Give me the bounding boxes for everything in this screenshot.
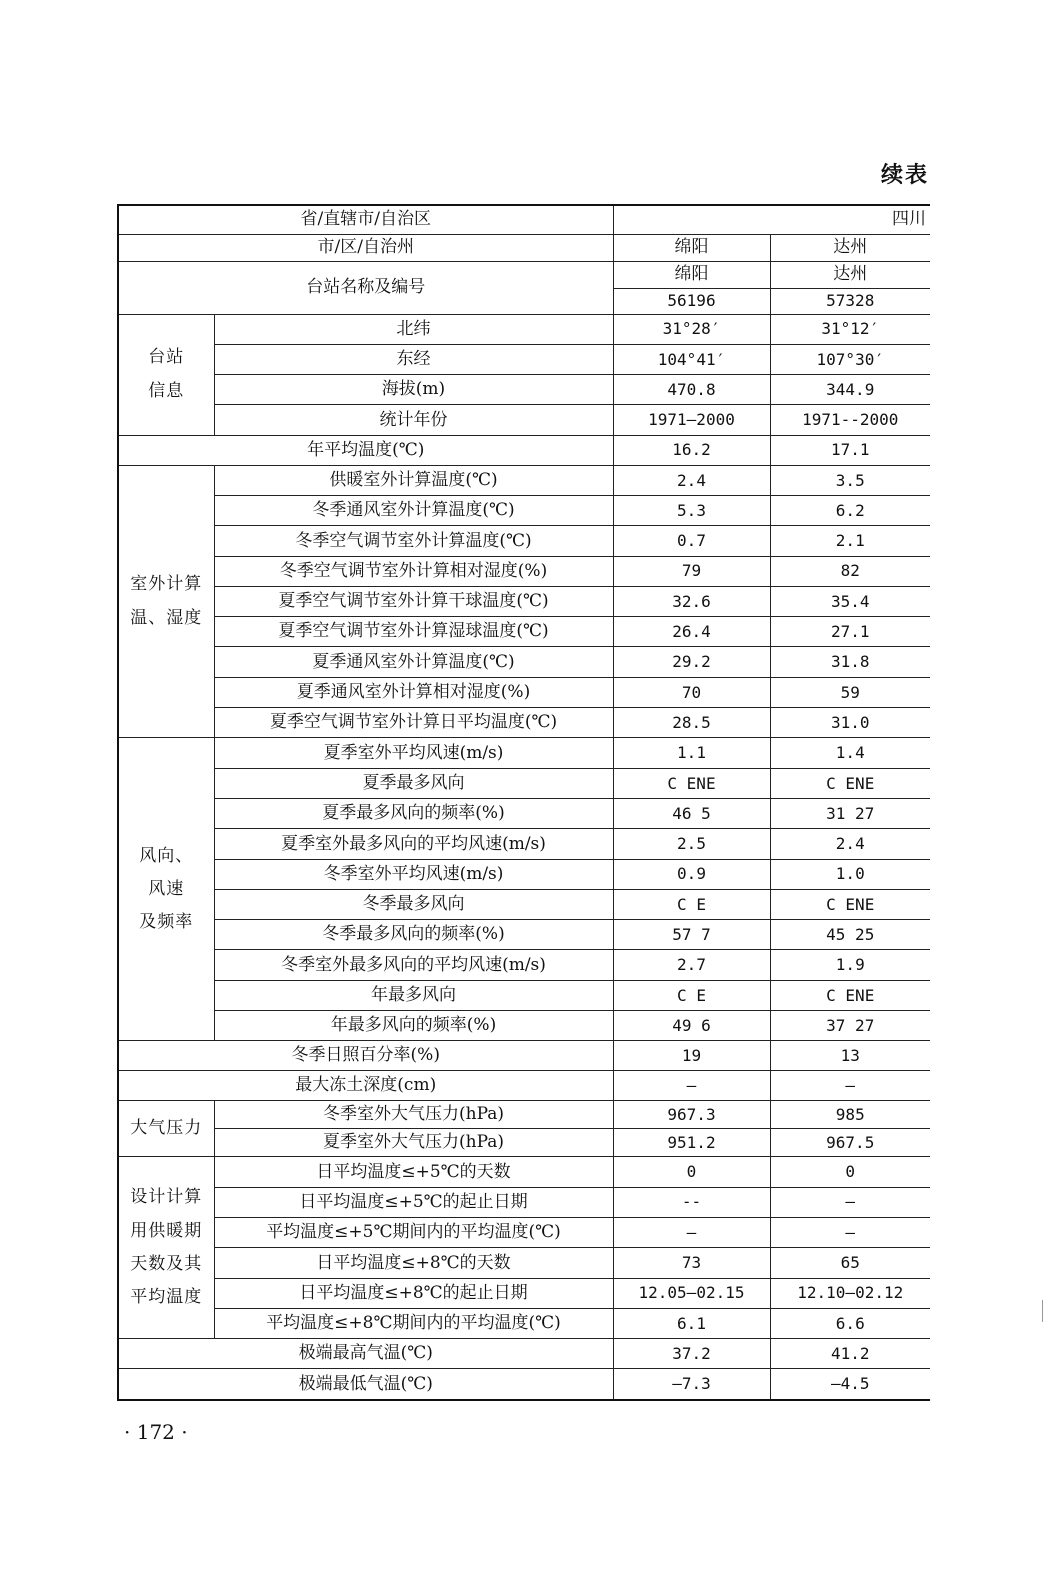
value-cell: —7.3	[613, 1369, 770, 1400]
value-cell: 1.4	[770, 738, 930, 768]
value-cell: 1971—2000	[613, 405, 770, 435]
value-cell: 31.0	[770, 708, 930, 738]
row-label: 统计年份	[214, 405, 613, 435]
data-row	[118, 798, 930, 828]
value-cell: 344.9	[770, 375, 930, 405]
group-pressure	[118, 1101, 214, 1157]
value-cell: C ENE	[770, 980, 930, 1010]
value-cell: 6.1	[613, 1308, 770, 1338]
value-cell: —	[613, 1217, 770, 1247]
data-row	[118, 1101, 930, 1129]
group-station-info-text: 台站 信息	[148, 347, 185, 401]
row-label: 最大冻土深度(cm)	[118, 1071, 613, 1101]
value-cell: 1971--2000	[770, 405, 930, 435]
value-cell: 985	[770, 1101, 930, 1129]
value-cell: 31°28′	[613, 314, 770, 344]
value-cell: 31 27	[770, 798, 930, 828]
data-row	[118, 405, 930, 435]
value-cell: 12.05—02.15	[613, 1278, 770, 1308]
value-cell: 31.8	[770, 647, 930, 677]
row-label: 平均温度≤+5℃期间内的平均温度(℃)	[214, 1217, 613, 1247]
value-cell: 49 6	[613, 1011, 770, 1041]
value-cell: C ENE	[770, 889, 930, 919]
row-label: 日平均温度≤+8℃的起止日期	[214, 1278, 613, 1308]
value-cell: 31°12′	[770, 314, 930, 344]
data-row	[118, 647, 930, 677]
group-heating-text: 设计计算 用供暖期 天数及其 平均温度	[130, 1187, 203, 1307]
row-label: 平均温度≤+8℃期间内的平均温度(℃)	[214, 1308, 613, 1338]
row-label: 东经	[214, 344, 613, 374]
row-label: 冬季空气调节室外计算温度(℃)	[214, 526, 613, 556]
data-row	[118, 465, 930, 495]
value-cell: C E	[613, 889, 770, 919]
station-id: 56196	[613, 288, 770, 314]
data-row	[118, 375, 930, 405]
value-cell: —	[770, 1217, 930, 1247]
data-row	[118, 677, 930, 707]
station-name: 绵阳	[613, 261, 770, 288]
data-row	[118, 1248, 930, 1278]
data-row	[118, 556, 930, 586]
value-cell: 19	[613, 1041, 770, 1071]
row-label: 极端最低气温(℃)	[118, 1369, 613, 1400]
value-cell: 41.2	[770, 1339, 930, 1369]
row-label: 极端最高气温(℃)	[118, 1339, 613, 1369]
margin-mark	[1042, 1300, 1043, 1322]
row-label: 夏季空气调节室外计算湿球温度(℃)	[214, 617, 613, 647]
row-label: 夏季室外最多风向的平均风速(m/s)	[214, 829, 613, 859]
value-cell: 12.10—02.12	[770, 1278, 930, 1308]
row-label: 夏季室外平均风速(m/s)	[214, 738, 613, 768]
city-value: 绵阳	[613, 234, 770, 261]
value-cell: 26.4	[613, 617, 770, 647]
value-cell: 70	[613, 677, 770, 707]
city-value: 达州	[770, 234, 930, 261]
data-row	[118, 980, 930, 1010]
station-id: 57328	[770, 288, 930, 314]
data-row	[118, 889, 930, 919]
value-cell: C ENE	[613, 768, 770, 798]
province-value: 四川	[613, 205, 930, 234]
value-cell: 2.1	[770, 526, 930, 556]
data-row	[118, 1129, 930, 1157]
row-label: 海拔(m)	[214, 375, 613, 405]
value-cell: 0.9	[613, 859, 770, 889]
data-row	[118, 617, 930, 647]
value-cell: 35.4	[770, 586, 930, 616]
value-cell: 0	[613, 1157, 770, 1187]
data-row	[118, 435, 930, 465]
station-label: 台站名称及编号	[118, 261, 613, 314]
value-cell: 45 25	[770, 920, 930, 950]
data-row	[118, 1217, 930, 1247]
row-label: 夏季空气调节室外计算日平均温度(℃)	[214, 708, 613, 738]
data-row	[118, 1071, 930, 1101]
value-cell: 16.2	[613, 435, 770, 465]
value-cell: C ENE	[770, 768, 930, 798]
value-cell: 37.2	[613, 1339, 770, 1369]
value-cell: —	[770, 1071, 930, 1101]
row-label: 冬季空气调节室外计算相对湿度(%)	[214, 556, 613, 586]
row-label: 冬季室外最多风向的平均风速(m/s)	[214, 950, 613, 980]
row-label: 日平均温度≤+5℃的起止日期	[214, 1187, 613, 1217]
group-outdoor-temp-humidity-text: 室外计算 温、湿度	[130, 574, 203, 628]
city-row	[118, 234, 930, 261]
station-name: 达州	[770, 261, 930, 288]
value-cell: 46 5	[613, 798, 770, 828]
value-cell: 2.4	[613, 465, 770, 495]
value-cell: 82	[770, 556, 930, 586]
data-row	[118, 859, 930, 889]
value-cell: 6.6	[770, 1308, 930, 1338]
data-row	[118, 1369, 930, 1400]
row-label: 年最多风向的频率(%)	[214, 1011, 613, 1041]
row-label: 夏季通风室外计算相对湿度(%)	[214, 677, 613, 707]
data-row	[118, 920, 930, 950]
data-row	[118, 1339, 930, 1369]
value-cell: 967.5	[770, 1129, 930, 1157]
data-row	[118, 526, 930, 556]
group-wind-text: 风向、 风速 及频率	[139, 845, 194, 932]
data-row	[118, 1278, 930, 1308]
continued-label: 续表	[880, 163, 929, 188]
value-cell: 2.7	[613, 950, 770, 980]
value-cell: 57 7	[613, 920, 770, 950]
data-row	[118, 314, 930, 344]
value-cell: 5.3	[613, 495, 770, 525]
row-label: 日平均温度≤+5℃的天数	[214, 1157, 613, 1187]
climate-data-table	[117, 204, 930, 1401]
data-row	[118, 586, 930, 616]
row-label: 夏季通风室外计算温度(℃)	[214, 647, 613, 677]
value-cell: 6.2	[770, 495, 930, 525]
value-cell: 29.2	[613, 647, 770, 677]
row-label: 冬季室外大气压力(hPa)	[214, 1101, 613, 1129]
province-row	[118, 205, 930, 234]
value-cell: --	[613, 1187, 770, 1217]
value-cell: 951.2	[613, 1129, 770, 1157]
row-label: 夏季最多风向	[214, 768, 613, 798]
group-heating	[118, 1157, 214, 1339]
value-cell: 32.6	[613, 586, 770, 616]
value-cell: 37 27	[770, 1011, 930, 1041]
data-row	[118, 738, 930, 768]
value-cell: 967.3	[613, 1101, 770, 1129]
value-cell: —	[770, 1187, 930, 1217]
value-cell: —	[613, 1071, 770, 1101]
value-cell: 1.9	[770, 950, 930, 980]
value-cell: 65	[770, 1248, 930, 1278]
row-label: 冬季通风室外计算温度(℃)	[214, 495, 613, 525]
value-cell: 73	[613, 1248, 770, 1278]
row-label: 冬季最多风向的频率(%)	[214, 920, 613, 950]
data-row	[118, 1187, 930, 1217]
value-cell: 3.5	[770, 465, 930, 495]
page-number: · 172 ·	[124, 1420, 188, 1444]
data-row	[118, 1041, 930, 1071]
data-row	[118, 829, 930, 859]
data-row	[118, 1308, 930, 1338]
value-cell: 13	[770, 1041, 930, 1071]
row-label: 北纬	[214, 314, 613, 344]
row-label: 年平均温度(℃)	[118, 435, 613, 465]
data-row	[118, 768, 930, 798]
group-wind	[118, 738, 214, 1041]
station-name-row	[118, 261, 930, 288]
value-cell: 1.1	[613, 738, 770, 768]
value-cell: 59	[770, 677, 930, 707]
data-row	[118, 344, 930, 374]
data-row	[118, 1011, 930, 1041]
value-cell: C E	[613, 980, 770, 1010]
row-label: 夏季最多风向的频率(%)	[214, 798, 613, 828]
data-row	[118, 1157, 930, 1187]
value-cell: 27.1	[770, 617, 930, 647]
data-row	[118, 950, 930, 980]
value-cell: 2.4	[770, 829, 930, 859]
data-row	[118, 708, 930, 738]
group-outdoor-temp-humidity	[118, 465, 214, 738]
value-cell: —4.5	[770, 1369, 930, 1400]
value-cell: 2.5	[613, 829, 770, 859]
group-pressure-text: 大气压力	[130, 1118, 203, 1139]
value-cell: 107°30′	[770, 344, 930, 374]
row-label: 夏季空气调节室外计算干球温度(℃)	[214, 586, 613, 616]
value-cell: 79	[613, 556, 770, 586]
value-cell: 28.5	[613, 708, 770, 738]
row-label: 夏季室外大气压力(hPa)	[214, 1129, 613, 1157]
row-label: 冬季最多风向	[214, 889, 613, 919]
row-label: 供暖室外计算温度(℃)	[214, 465, 613, 495]
row-label: 年最多风向	[214, 980, 613, 1010]
value-cell: 0.7	[613, 526, 770, 556]
value-cell: 0	[770, 1157, 930, 1187]
data-row	[118, 495, 930, 525]
value-cell: 470.8	[613, 375, 770, 405]
value-cell: 1.0	[770, 859, 930, 889]
row-label: 日平均温度≤+8℃的天数	[214, 1248, 613, 1278]
value-cell: 17.1	[770, 435, 930, 465]
city-label: 市/区/自治州	[118, 234, 613, 261]
row-label: 冬季日照百分率(%)	[118, 1041, 613, 1071]
province-label: 省/直辖市/自治区	[118, 205, 613, 234]
row-label: 冬季室外平均风速(m/s)	[214, 859, 613, 889]
group-station-info	[118, 314, 214, 435]
value-cell: 104°41′	[613, 344, 770, 374]
